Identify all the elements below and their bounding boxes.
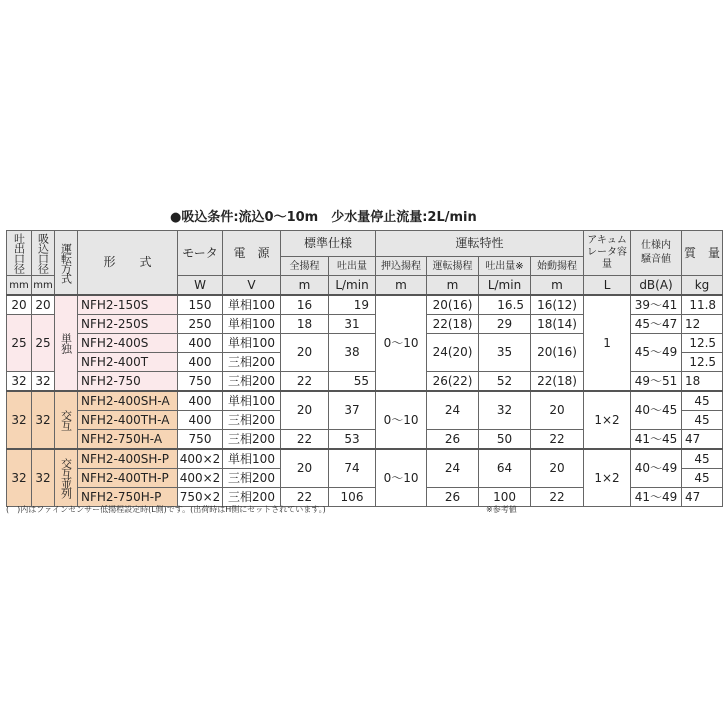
unit-cell: L/min	[329, 276, 376, 296]
header-mode: 運転方式	[55, 231, 78, 296]
header-standard: 標準仕様	[281, 231, 376, 257]
table-cell: 400×2	[178, 469, 223, 488]
table-cell: 52	[479, 372, 531, 392]
header-accumulator: アキュムレータ容量	[584, 231, 631, 276]
table-cell: 単相100	[223, 315, 281, 334]
table-cell: 0〜10	[376, 449, 427, 507]
header-discharge-dia: 吐出口径	[7, 231, 32, 276]
table-cell: 1×2	[584, 449, 631, 507]
conditions-title: ●吸込条件:流込0〜10m 少水量停止流量:2L/min	[170, 210, 477, 225]
table-cell: 19	[329, 295, 376, 315]
table-cell: 40〜45	[631, 391, 682, 430]
table-cell: 16.5	[479, 295, 531, 315]
table-cell: 55	[329, 372, 376, 392]
table-cell: 20	[7, 295, 32, 315]
unit-cell: W	[178, 276, 223, 296]
table-cell: 45	[682, 391, 723, 411]
table-cell: 32	[7, 391, 32, 449]
model-cell: NFH2-400T	[78, 353, 178, 372]
unit-cell: dB(A)	[631, 276, 682, 296]
table-cell: 三相200	[223, 488, 281, 507]
header-discharge: 吐出量	[329, 257, 376, 276]
table-cell: 750	[178, 372, 223, 392]
table-cell: 22	[531, 488, 584, 507]
table-cell: 18	[682, 372, 723, 392]
table-cell: 22	[281, 488, 329, 507]
table-cell: 32	[479, 391, 531, 430]
table-cell: 24(20)	[427, 334, 479, 372]
table-cell: 750×2	[178, 488, 223, 507]
header-suction-dia: 吸込口径	[32, 231, 55, 276]
table-cell: 400×2	[178, 449, 223, 469]
table-cell: 41〜49	[631, 488, 682, 507]
table-cell: 400	[178, 411, 223, 430]
table-cell: 53	[329, 430, 376, 450]
table-cell: 37	[329, 391, 376, 430]
mode-cell: 交互並列	[55, 449, 78, 507]
table-cell: 20	[281, 449, 329, 488]
model-cell: NFH2-250S	[78, 315, 178, 334]
unit-cell: V	[223, 276, 281, 296]
model-cell: NFH2-400SH-P	[78, 449, 178, 469]
table-cell: 20	[281, 334, 329, 372]
model-cell: NFH2-750	[78, 372, 178, 392]
header-operation: 運転特性	[376, 231, 584, 257]
table-cell: 400	[178, 353, 223, 372]
table-cell: 100	[479, 488, 531, 507]
model-cell: NFH2-400SH-A	[78, 391, 178, 411]
header-motor: モータ	[178, 231, 223, 276]
table-cell: 12	[682, 315, 723, 334]
table-cell: 三相200	[223, 353, 281, 372]
table-cell: 47	[682, 488, 723, 507]
header-model: 形 式	[78, 231, 178, 296]
header-start-head: 始動揚程	[531, 257, 584, 276]
table-cell: 22(18)	[531, 372, 584, 392]
table-cell: 三相200	[223, 411, 281, 430]
header-run-discharge: 吐出量※	[479, 257, 531, 276]
table-cell: 400	[178, 391, 223, 411]
table-cell: 20	[531, 449, 584, 488]
spec-table	[6, 230, 723, 507]
table-cell: 45〜49	[631, 334, 682, 372]
footnote: ( )内はファインセンサー低揚程設定時(L側)です。(出荷時はH側にセットされています。)	[6, 505, 326, 514]
table-cell: 50	[479, 430, 531, 450]
table-cell: 22(18)	[427, 315, 479, 334]
table-cell: 18	[281, 315, 329, 334]
table-cell: 1	[584, 295, 631, 391]
table-cell: 三相200	[223, 372, 281, 392]
table-cell: 20	[32, 295, 55, 315]
table-cell: 32	[7, 372, 32, 392]
table-cell: 31	[329, 315, 376, 334]
unit-cell: kg	[682, 276, 723, 296]
mode-cell: 単独	[55, 295, 78, 391]
table-cell: 20(16)	[531, 334, 584, 372]
table-cell: 16(12)	[531, 295, 584, 315]
table-cell: 26	[427, 488, 479, 507]
table-cell: 22	[281, 430, 329, 450]
model-cell: NFH2-400S	[78, 334, 178, 353]
table-cell: 20	[281, 391, 329, 430]
unit-cell: m	[427, 276, 479, 296]
table-cell: 22	[281, 372, 329, 392]
table-cell: 12.5	[682, 334, 723, 353]
table-cell: 単相100	[223, 391, 281, 411]
table-cell: 32	[7, 449, 32, 507]
table-cell: 750	[178, 430, 223, 450]
table-cell: 11.8	[682, 295, 723, 315]
model-cell: NFH2-400TH-P	[78, 469, 178, 488]
model-cell: NFH2-750H-P	[78, 488, 178, 507]
table-cell: 400	[178, 334, 223, 353]
table-cell: 単相100	[223, 295, 281, 315]
table-cell: 45	[682, 469, 723, 488]
table-cell: 1×2	[584, 391, 631, 449]
table-cell: 106	[329, 488, 376, 507]
model-cell: NFH2-150S	[78, 295, 178, 315]
model-cell: NFH2-750H-A	[78, 430, 178, 450]
reference-note: ※参考値	[486, 505, 517, 514]
table-cell: 39〜41	[631, 295, 682, 315]
table-cell: 64	[479, 449, 531, 488]
table-cell: 単相100	[223, 449, 281, 469]
table-cell: 35	[479, 334, 531, 372]
table-cell: 24	[427, 391, 479, 430]
unit-cell: m	[531, 276, 584, 296]
table-cell: 41〜45	[631, 430, 682, 450]
table-cell: 三相200	[223, 430, 281, 450]
table-cell: 32	[32, 391, 55, 449]
table-cell: 三相200	[223, 469, 281, 488]
table-cell: 0〜10	[376, 295, 427, 391]
table-row	[7, 391, 723, 411]
table-cell: 20(16)	[427, 295, 479, 315]
table-cell: 20	[531, 391, 584, 430]
unit-cell: L	[584, 276, 631, 296]
table-cell: 250	[178, 315, 223, 334]
table-cell: 18(14)	[531, 315, 584, 334]
header-mass: 質 量	[682, 231, 723, 276]
header-power: 電 源	[223, 231, 281, 276]
mode-cell: 交互	[55, 391, 78, 449]
table-cell: 32	[32, 449, 55, 507]
table-cell: 32	[32, 372, 55, 392]
table-cell: 74	[329, 449, 376, 488]
header-noise: 仕様内騒音値	[631, 231, 682, 276]
unit-cell: m	[281, 276, 329, 296]
table-cell: 29	[479, 315, 531, 334]
table-cell: 38	[329, 334, 376, 372]
table-cell: 47	[682, 430, 723, 450]
table-cell: 26	[427, 430, 479, 450]
table-cell: 単相100	[223, 334, 281, 353]
table-cell: 45〜47	[631, 315, 682, 334]
unit-cell: mm	[7, 276, 32, 296]
unit-cell: m	[376, 276, 427, 296]
table-cell: 40〜49	[631, 449, 682, 488]
table-row	[7, 295, 723, 315]
table-cell: 45	[682, 411, 723, 430]
table-cell: 24	[427, 449, 479, 488]
table-cell: 25	[7, 315, 32, 372]
header-push-head: 押込揚程	[376, 257, 427, 276]
table-row	[7, 449, 723, 469]
unit-cell: L/min	[479, 276, 531, 296]
unit-cell: mm	[32, 276, 55, 296]
table-cell: 150	[178, 295, 223, 315]
table-cell: 26(22)	[427, 372, 479, 392]
header-total-head: 全揚程	[281, 257, 329, 276]
table-cell: 16	[281, 295, 329, 315]
header-run-head: 運転揚程	[427, 257, 479, 276]
table-cell: 22	[531, 430, 584, 450]
table-cell: 25	[32, 315, 55, 372]
table-cell: 45	[682, 449, 723, 469]
table-cell: 49〜51	[631, 372, 682, 392]
table-cell: 12.5	[682, 353, 723, 372]
model-cell: NFH2-400TH-A	[78, 411, 178, 430]
table-cell: 0〜10	[376, 391, 427, 449]
